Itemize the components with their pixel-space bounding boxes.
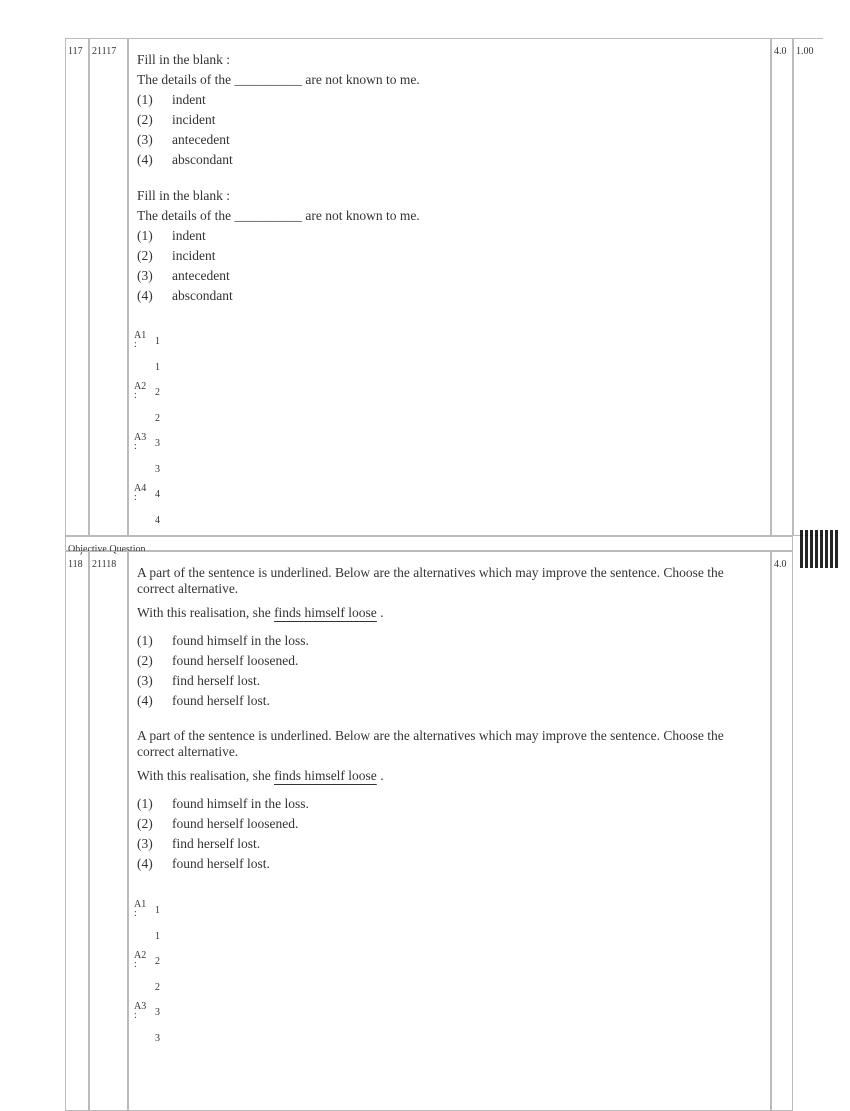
- answer-sep: :: [134, 441, 137, 452]
- option-4: (4) abscondant: [137, 288, 233, 303]
- option-2: (2) incident: [137, 112, 216, 127]
- option-2: (2) found herself loosened.: [137, 653, 299, 668]
- option-1: (1) found himself in the loss.: [137, 796, 309, 811]
- qid-cell: [89, 551, 128, 1111]
- option-3: (3) find herself lost.: [137, 673, 261, 688]
- option-4: (4) found herself lost.: [137, 856, 270, 871]
- answer-b: 4: [155, 515, 160, 526]
- answer-a: 3: [155, 438, 160, 449]
- marks-cell: [771, 551, 793, 1111]
- question-id: 21118: [92, 559, 117, 570]
- question-intro: A part of the sentence is underlined. Below are the alternatives which may improve the sentence. Choose the correct alternative.: [137, 565, 724, 596]
- option-3: (3) antecedent: [137, 132, 230, 147]
- option-1: (1) indent: [137, 92, 206, 107]
- negative-marks-cell: [793, 38, 823, 536]
- answer-a: 2: [155, 387, 160, 398]
- answer-label: A2: [134, 950, 147, 961]
- answer-b: 3: [155, 464, 160, 475]
- question-title: Fill in the blank :: [137, 52, 230, 67]
- answer-label: A1: [134, 899, 147, 910]
- option-4: (4) abscondant: [137, 152, 233, 167]
- question-sentence: With this realisation, she finds himself loose .: [137, 768, 384, 783]
- answer-b: 1: [155, 931, 160, 942]
- section-header: [65, 536, 793, 555]
- underlined-part: finds himself loose: [274, 605, 377, 620]
- answer-a: 3: [155, 1007, 160, 1018]
- serial-number: 118: [68, 559, 83, 570]
- answer-label: A3: [134, 1001, 147, 1012]
- answer-a: 1: [155, 336, 160, 347]
- qid-cell: [89, 38, 128, 536]
- question-intro: A part of the sentence is underlined. Below are the alternatives which may improve the sentence. Choose the correct alternative.: [137, 728, 724, 759]
- answer-label: A2: [134, 381, 147, 392]
- section-title: Objective Question: [68, 544, 146, 555]
- option-4: (4) found herself lost.: [137, 693, 270, 708]
- answer-b: 2: [155, 982, 160, 993]
- answer-label: A1: [134, 330, 147, 341]
- marks: 4.0: [774, 559, 787, 570]
- answer-sep: :: [134, 1010, 137, 1021]
- answer-sep: :: [134, 339, 137, 350]
- option-2: (2) found herself loosened.: [137, 816, 299, 831]
- question-sentence: The details of the __________ are not known to me.: [137, 208, 420, 223]
- answer-a: 2: [155, 956, 160, 967]
- answer-b: 1: [155, 362, 160, 373]
- sno-cell: [65, 551, 89, 1111]
- option-1: (1) found himself in the loss.: [137, 633, 309, 648]
- answer-a: 4: [155, 489, 160, 500]
- option-3: (3) find herself lost.: [137, 836, 261, 851]
- answer-b: 3: [155, 1033, 160, 1044]
- question-block: [137, 565, 752, 711]
- answer-sep: :: [134, 908, 137, 919]
- question-title: Fill in the blank :: [137, 188, 230, 203]
- question-block: [137, 728, 752, 874]
- question-sentence: The details of the __________ are not known to me.: [137, 72, 420, 87]
- answer-a: 1: [155, 905, 160, 916]
- question-block: [137, 50, 420, 170]
- question-sentence: With this realisation, she finds himself loose .: [137, 605, 384, 620]
- underlined-part: finds himself loose: [274, 768, 377, 783]
- marks-cell: [771, 38, 793, 536]
- serial-number: 117: [68, 46, 83, 57]
- sno-cell: [65, 38, 89, 536]
- answer-sep: :: [134, 492, 137, 503]
- marks: 4.0: [774, 46, 787, 57]
- question-block: [137, 186, 420, 306]
- question-id: 21117: [92, 46, 117, 57]
- option-3: (3) antecedent: [137, 268, 230, 283]
- option-2: (2) incident: [137, 248, 216, 263]
- answer-label: A4: [134, 483, 147, 494]
- answer-sep: :: [134, 390, 137, 401]
- answer-b: 2: [155, 413, 160, 424]
- qr-code: [800, 530, 838, 568]
- option-1: (1) indent: [137, 228, 206, 243]
- answer-sep: :: [134, 959, 137, 970]
- answer-label: A3: [134, 432, 147, 443]
- negative-marks: 1.00: [796, 46, 814, 57]
